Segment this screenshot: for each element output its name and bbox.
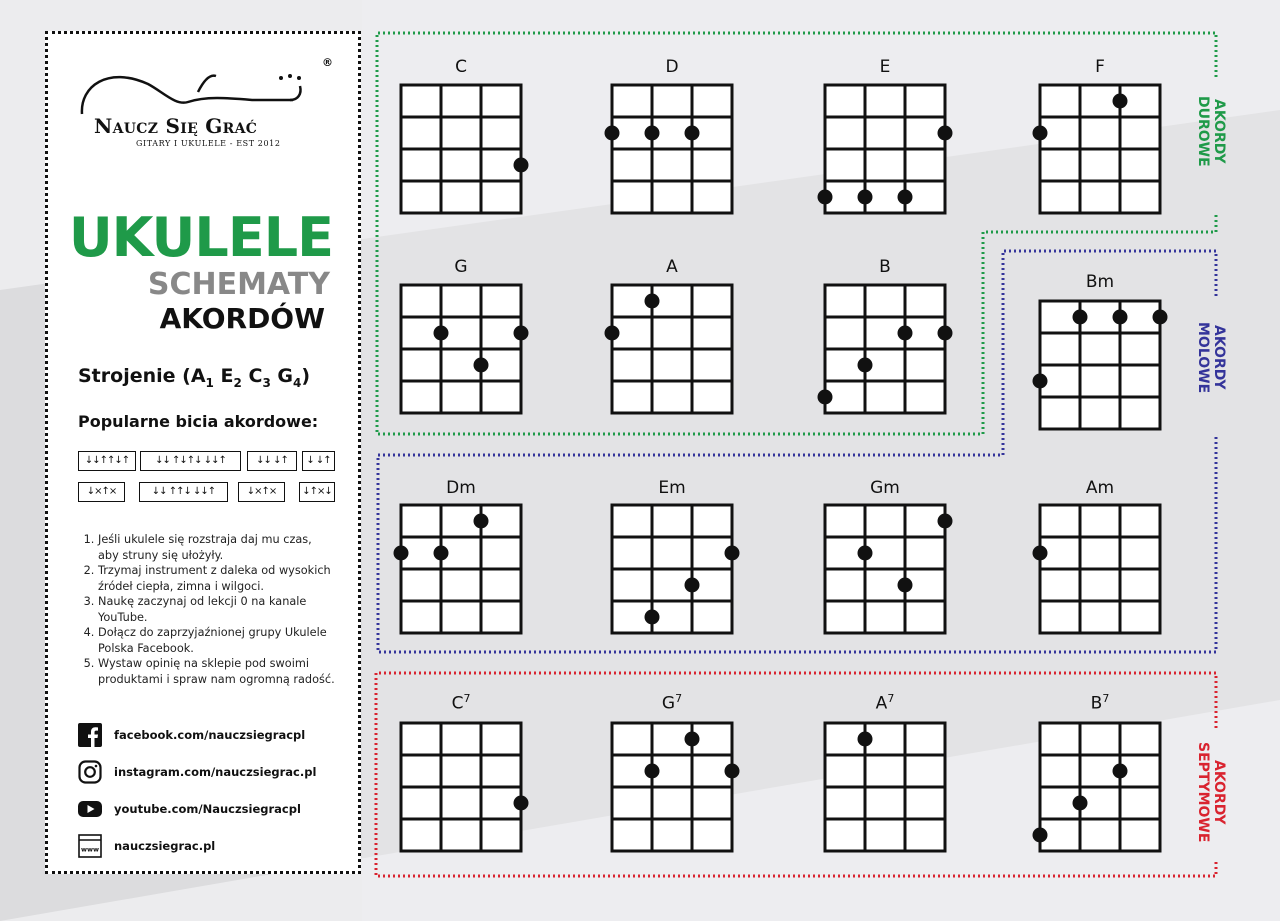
strum-pattern: ↓↓ ↑↓↑↓ ↓↓↑ bbox=[140, 451, 241, 471]
facebook-icon bbox=[78, 723, 102, 747]
finger-dot bbox=[605, 326, 620, 341]
www-badge: www bbox=[80, 845, 100, 854]
finger-dot bbox=[938, 126, 953, 141]
chord-name-text: E bbox=[879, 57, 891, 77]
chord-diagram bbox=[604, 715, 740, 859]
finger-dot bbox=[474, 514, 489, 529]
finger-dot bbox=[898, 326, 913, 341]
chord-name bbox=[1040, 57, 1160, 77]
finger-dot bbox=[605, 126, 620, 141]
finger-dot bbox=[1033, 546, 1048, 561]
finger-dot bbox=[1073, 310, 1088, 325]
tuning-suffix: ) bbox=[301, 365, 311, 387]
chord-diagram bbox=[393, 277, 529, 421]
chord-diagram bbox=[604, 77, 740, 221]
finger-dot bbox=[898, 190, 913, 205]
chord-name-text: C bbox=[451, 693, 464, 714]
chord-name-text: F bbox=[1095, 57, 1105, 77]
finger-dot bbox=[1153, 310, 1168, 325]
title-schematy: SCHEMATY bbox=[147, 267, 330, 302]
chord-diagram bbox=[817, 497, 953, 641]
finger-dot bbox=[938, 326, 953, 341]
seventh-label-line2: SEPTYMOWE bbox=[1195, 742, 1211, 843]
finger-dot bbox=[434, 546, 449, 561]
tuning-string: 1 bbox=[205, 375, 214, 390]
youtube-icon bbox=[78, 797, 102, 821]
chord-diagram bbox=[1032, 715, 1168, 859]
tuning-note: E bbox=[220, 365, 234, 387]
strum-pattern: ↓ ↓↑ bbox=[302, 451, 335, 471]
chord-name-sup: 7 bbox=[1102, 692, 1110, 705]
chord-name bbox=[612, 692, 732, 714]
strum-pattern: ↓↑×↓ bbox=[299, 482, 335, 502]
minor-label-line2: MOLOWE bbox=[1195, 322, 1211, 394]
finger-dot bbox=[645, 764, 660, 779]
chord-diagram bbox=[393, 497, 529, 641]
chord-name-text: G bbox=[454, 257, 468, 277]
brand-name: Naucz Się Grać bbox=[94, 114, 258, 138]
finger-dot bbox=[858, 358, 873, 373]
finger-dot bbox=[645, 294, 660, 309]
finger-dot bbox=[725, 546, 740, 561]
finger-dot bbox=[434, 326, 449, 341]
finger-dot bbox=[514, 796, 529, 811]
chord-name bbox=[612, 57, 732, 77]
chord-name-sup: 7 bbox=[887, 692, 895, 705]
chord-name-sup: 7 bbox=[675, 692, 683, 705]
strum-pattern: ↓×↑× bbox=[78, 482, 125, 502]
chord-name bbox=[612, 478, 732, 498]
chord-name-text: B bbox=[1090, 693, 1103, 714]
finger-dot bbox=[645, 610, 660, 625]
chord-name bbox=[401, 57, 521, 77]
tip-item: 4. Dołącz do zaprzyjaźnionej grupy Ukulele Polska Facebook. bbox=[98, 625, 336, 656]
chord-name-text: Am bbox=[1085, 478, 1115, 498]
chord-name-text: A bbox=[875, 693, 888, 714]
finger-dot bbox=[514, 158, 529, 173]
finger-dot bbox=[1073, 796, 1088, 811]
website-link[interactable]: nauczsiegrac.pl bbox=[114, 839, 216, 853]
tip-item: 2. Trzymaj instrument z daleka od wysokich źródeł ciepła, zimna i wilgoci. bbox=[98, 563, 336, 594]
tip-item: 1. Jeśli ukulele się rozstraja daj mu czas, aby struny się ułożyły. bbox=[98, 532, 336, 563]
chord-diagram bbox=[817, 77, 953, 221]
finger-dot bbox=[394, 546, 409, 561]
ukulele-logo-icon bbox=[78, 56, 338, 116]
minor-group-label bbox=[1195, 322, 1227, 393]
registered-mark: ® bbox=[322, 56, 333, 69]
chord-name bbox=[825, 57, 945, 77]
finger-dot bbox=[1033, 126, 1048, 141]
major-label-line2: DUROWE bbox=[1195, 96, 1211, 167]
finger-dot bbox=[858, 190, 873, 205]
finger-dot bbox=[938, 514, 953, 529]
finger-dot bbox=[1033, 374, 1048, 389]
chord-name-text: Em bbox=[658, 478, 686, 498]
chord-diagram bbox=[817, 715, 953, 859]
chord-diagram bbox=[817, 277, 953, 421]
brand-tagline: GITARY I UKULELE - EST 2012 bbox=[136, 139, 281, 148]
instagram-icon bbox=[78, 760, 102, 784]
finger-dot bbox=[1113, 764, 1128, 779]
tuning-note: C bbox=[248, 365, 263, 387]
chord-name bbox=[401, 478, 521, 498]
seventh-label-line1: AKORDY bbox=[1211, 759, 1227, 825]
chord-name-text: Bm bbox=[1085, 272, 1115, 292]
finger-dot bbox=[474, 358, 489, 373]
chord-name bbox=[612, 257, 732, 277]
chord-name-text: Dm bbox=[446, 478, 476, 498]
tuning-note: A bbox=[190, 365, 206, 387]
finger-dot bbox=[1113, 310, 1128, 325]
strum-title: Popularne bicia akordowe: bbox=[78, 412, 319, 431]
chord-diagram bbox=[393, 77, 529, 221]
chord-name-text: Gm bbox=[870, 478, 900, 498]
chord-name bbox=[1040, 478, 1160, 498]
finger-dot bbox=[818, 390, 833, 405]
finger-dot bbox=[514, 326, 529, 341]
title-akordow: AKORDÓW bbox=[159, 302, 325, 335]
www-icon bbox=[78, 834, 102, 858]
tuning-line bbox=[78, 365, 310, 390]
tuning-string: 2 bbox=[233, 375, 242, 390]
chord-name bbox=[1040, 692, 1160, 714]
chord-name-text: B bbox=[879, 257, 891, 277]
tip-item: 5. Wystaw opinię na sklepie pod swoimi produktami i spraw nam ogromną radość. bbox=[98, 656, 336, 687]
tuning-note: G bbox=[277, 365, 294, 387]
strum-pattern: ↓↓↑↑↓↑ bbox=[78, 451, 136, 471]
tuning-string: 3 bbox=[262, 375, 271, 390]
chord-diagram bbox=[1032, 497, 1168, 641]
finger-dot bbox=[685, 578, 700, 593]
chord-name-sup: 7 bbox=[463, 692, 471, 705]
finger-dot bbox=[818, 190, 833, 205]
chord-name bbox=[825, 478, 945, 498]
chord-name-text: G bbox=[661, 693, 676, 714]
chord-name-text: C bbox=[455, 57, 467, 77]
chord-name bbox=[1040, 272, 1160, 292]
major-group-label bbox=[1195, 96, 1227, 167]
finger-dot bbox=[685, 732, 700, 747]
strum-pattern: ↓↓ ↑↑↓ ↓↓↑ bbox=[139, 482, 228, 502]
minor-label-line1: AKORDY bbox=[1211, 325, 1227, 390]
seventh-group-label bbox=[1195, 742, 1227, 842]
strum-pattern: ↓×↑× bbox=[238, 482, 285, 502]
major-label-line1: AKORDY bbox=[1211, 99, 1227, 164]
finger-dot bbox=[858, 546, 873, 561]
chord-name bbox=[825, 692, 945, 714]
chord-diagram bbox=[1032, 77, 1168, 221]
chord-name-text: A bbox=[666, 257, 678, 277]
strum-pattern: ↓↓ ↓↑ bbox=[247, 451, 297, 471]
instagram-link[interactable]: instagram.com/nauczsiegrac.pl bbox=[114, 765, 317, 779]
finger-dot bbox=[1113, 94, 1128, 109]
chord-name bbox=[401, 257, 521, 277]
chord-diagram bbox=[393, 715, 529, 859]
info-panel bbox=[45, 31, 361, 874]
chord-diagram bbox=[1032, 293, 1168, 437]
tuning-string: 4 bbox=[293, 375, 302, 390]
finger-dot bbox=[1033, 828, 1048, 843]
youtube-link[interactable]: youtube.com/Nauczsiegracpl bbox=[114, 802, 301, 816]
chord-name bbox=[825, 257, 945, 277]
finger-dot bbox=[645, 126, 660, 141]
chord-diagram bbox=[604, 497, 740, 641]
finger-dot bbox=[685, 126, 700, 141]
facebook-link[interactable]: facebook.com/nauczsiegracpl bbox=[114, 728, 306, 742]
chord-name bbox=[401, 692, 521, 714]
finger-dot bbox=[725, 764, 740, 779]
chord-diagram bbox=[604, 277, 740, 421]
finger-dot bbox=[898, 578, 913, 593]
title-ukulele: UKULELE bbox=[68, 206, 333, 269]
tip-item: 3. Naukę zaczynaj od lekcji 0 na kanale YouTube. bbox=[98, 594, 336, 625]
finger-dot bbox=[858, 732, 873, 747]
tuning-prefix: Strojenie ( bbox=[78, 365, 191, 387]
chord-name-text: D bbox=[665, 57, 679, 77]
tips-list bbox=[78, 532, 336, 687]
